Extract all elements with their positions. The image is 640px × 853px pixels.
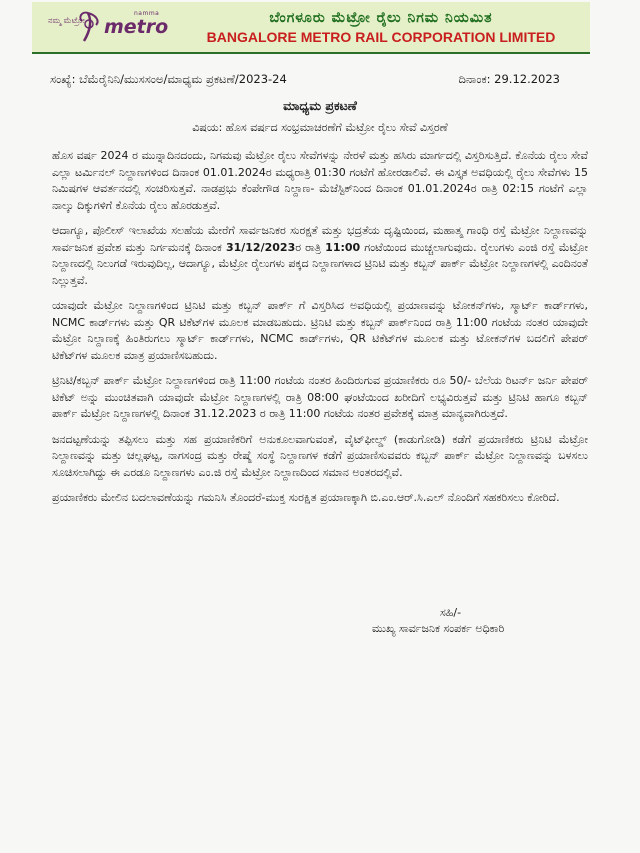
logo-kannada-text: ನಮ್ಮ ಮೆಟ್ರೋ — [48, 16, 85, 25]
letterhead — [32, 2, 590, 54]
reference-number: ಸಂಖ್ಯೆ: ಬೆಮೆರೈನಿನಿ/ಮುಸಸಂಅ/ಮಾಧ್ಯಮ ಪ್ರಕಟಣೆ/2023-24 — [50, 72, 287, 86]
reference-date: ದಿನಾಂಕ: 29.12.2023 — [458, 72, 560, 86]
paragraph-3: ಯಾವುದೇ ಮೆಟ್ರೋ ನಿಲ್ದಾಣಗಳಿಂದ ಟ್ರಿನಿಟಿ ಮತ್ತು ಕಬ್ಬನ್ ಪಾರ್ಕ್ ಗೆ ವಿಸ್ತರಿಸಿದ ಅವಧಿಯಲ್ಲಿ ಪ್ರಯಾಣವನ್ನು ಟೋಕನ್‌ಗಳು, ಸ್ಮಾರ್ಟ್ ಕಾರ್ಡ್‌ಗಳು, NCMC ಕಾರ್ಡ್‌ಗಳು ಮತ್ತು QR ಟಿಕೆಟ್‌ಗಳ ಮೂಲಕ ಮಾಡಬಹುದು. ಟ್ರಿನಿಟಿ ಮತ್ತು ಕಬ್ಬನ್ ಪಾರ್ಕ್‌ನಿಂದ ರಾತ್ರಿ 11:00 ಗಂಟೆಯ ನಂತರ ಯಾವುದೇ ಮೆಟ್ರೋ ನಿಲ್ದಾಣಕ್ಕೆ ಹಿಂತಿರುಗಲು ಸ್ಮಾರ್ಟ್ ಕಾರ್ಡ್‌ಗಳು, NCMC ಕಾರ್ಡ್‌ಗಳು, QR ಟಿಕೆಟ್‌ಗಳ ಮೂಲಕ ಮತ್ತು ಟೋಕನ್‌ಗಳ ಬದಲಿಗೆ ಪೇಪರ್ ಟಿಕೆಟ್‌ಗಳ ಮೂಲಕ ಮಾತ್ರ ಪ್ರಯಾಣಿಸಬಹುದು. — [52, 299, 588, 362]
signature: ಸಹಿ/- — [440, 606, 462, 619]
logo-namma-text: namma — [134, 10, 160, 17]
closure-time: 11:00 — [325, 240, 361, 254]
paragraph-1: ಹೊಸ ವರ್ಷ 2024 ರ ಮುನ್ನಾದಿನದಂದು, ನಿಗಮವು ಮೆಟ್ರೋ ರೈಲು ಸೇವೆಗಳನ್ನು ನೇರಳೆ ಮತ್ತು ಹಸಿರು ಮಾರ್ಗದಲ್ಲಿ ವಿಸ್ತರಿಸುತ್ತಿದೆ. ಕೊನೆಯ ರೈಲು ಸೇವೆ ಎಲ್ಲಾ ಟರ್ಮಿನಲ್ ನಿಲ್ದಾಣಗಳಿಂದ ದಿನಾಂಕ 01.01.2024ರ ಮಧ್ಯರಾತ್ರಿ 01:30 ಗಂಟೆಗೆ ಹೋರಡಾಲಿವೆ. ಈ ವಿಸ್ತೃತ ಅವಧಿಯಲ್ಲಿ ರೈಲು ಸೇವೆಗಳು 15 ನಿಮಿಷಗಳ ಆವರ್ತನದಲ್ಲಿ ಸಂಚರಿಸುತ್ತವೆ. ನಾಡಪ್ರಭು ಕೆಂಪೇಗೌಡ ನಿಲ್ದಾಣ- ಮೆಜೆಸ್ಟಿಕ್‌ನಿಂದ ದಿನಾಂಕ 01.01.2024ರ ರಾತ್ರಿ 02:15 ಗಂಟೆಗೆ ಎಲ್ಲಾ ನಾಲ್ಕು ದಿಕ್ಕುಗಳಿಗೆ ಕೊನೆಯ ರೈಲು ಹೊರಡುತ್ತವೆ. — [52, 149, 588, 212]
document-subject: ವಿಷಯ: ಹೊಸ ವರ್ಷದ ಸಂಭ್ರಮಾಚರಣೆಗೆ ಮೆಟ್ರೋ ರೈಲು ಸೇವೆ ವಿಸ್ತರಣೆ — [192, 121, 448, 134]
signatory-title: ಮುಖ್ಯ ಸಾರ್ವಜನಿಕ ಸಂಪರ್ಕ ಅಧಿಕಾರಿ — [372, 622, 505, 635]
namma-metro-logo — [32, 2, 172, 52]
paragraph-6: ಪ್ರಯಾಣಿಕರು ಮೇಲಿನ ಬದಲಾವಣೆಯನ್ನು ಗಮನಿಸಿ ತೊಂದರೆ-ಮುಕ್ತ ಸುರಕ್ಷಿತ ಪ್ರಯಾಣಕ್ಕಾಗಿ ಬಿ.ಎಂ.ಆರ್.ಸಿ.ಎಲ್ ನೊಂದಿಗೆ ಸಹಕರಿಸಲು ಕೋರಿದೆ. — [52, 491, 560, 504]
logo-metro-text: metro — [104, 16, 169, 38]
document-body — [52, 148, 588, 516]
paragraph-5: ಜನದಟ್ಟಣೆಯನ್ನು ತಪ್ಪಿಸಲು ಮತ್ತು ಸಹ ಪ್ರಯಾಣಿಕರಿಗೆ ಅನುಕೂಲವಾಗುವಂತೆ, ವೈಟ್‌ಫೀಲ್ಡ್ (ಕಾಡುಗೋಡಿ) ಕಡೆಗೆ ಪ್ರಯಾಣಿಕರು ಟ್ರಿನಿಟಿ ಮೆಟ್ರೋ ನಿಲ್ದಾಣವನ್ನು ಮತ್ತು ಚಲ್ಲಘಟ್ಟ, ನಾಗಸಂದ್ರ ಮತ್ತು ರೇಷ್ಮೆ ಸಂಸ್ಥೆ ನಿಲ್ದಾಣಗಳ ಕಡೆಗೆ ಪ್ರಯಾಣಿಸುವವರು ಕಬ್ಬನ್ ಪಾರ್ಕ್ ಮೆಟ್ರೋ ನಿಲ್ದಾಣವನ್ನು ಬಳಸಲು ಸೂಚಿಸಲಾಗಿದ್ದು ಈ ಎರಡೂ ನಿಲ್ದಾಣಗಳು ಎಂ.ಜಿ ರಸ್ತೆ ಮೆಟ್ರೋ ನಿಲ್ದಾಣದಿಂದ ಸಮಾನ ಅಂತರದಲ್ಲಿವೆ. — [52, 432, 588, 479]
organization-name — [172, 2, 590, 52]
paragraph-2-part-c: ರ ರಾತ್ರಿ — [295, 240, 326, 254]
paragraph-2-part-e: ಗಂಟೆಯಿಂದ ಮುಚ್ಚಲಾಗುವುದು. ರೈಲುಗಳು ಎಂಜಿ ರಸ್ತೆ ಮೆಟ್ರೋ ನಿಲ್ದಾಣದಲ್ಲಿ ನಿಲುಗಡೆ ಇರುವುದಿಲ್ಲ, ಆದಾಗ್ಯೂ, ಮೆಟ್ರೋ ರೈಲುಗಳು ಪಕ್ಕದ ನಿಲ್ದಾಣಗಳಾದ ಟ್ರಿನಿಟಿ ಮತ್ತು ಕಬ್ಬನ್ ಪಾರ್ಕ್ ಮೆಟ್ರೋ ನಿಲ್ದಾಣಗಳಲ್ಲಿ ಎಂದಿನಂತೆ ನಿಲ್ಲುತ್ತವೆ. — [52, 240, 588, 287]
paragraph-2 — [52, 223, 588, 289]
document-heading: ಮಾಧ್ಯಮ ಪ್ರಕಟಣೆ — [283, 98, 357, 113]
metro-flower-icon — [40, 7, 110, 47]
paragraph-4: ಟ್ರಿನಿಟಿ/ಕಬ್ಬನ್ ಪಾರ್ಕ್ ಮೆಟ್ರೋ ನಿಲ್ದಾಣಗಳಿಂದ ರಾತ್ರಿ 11:00 ಗಂಟೆಯ ನಂತರ ಹಿಂದಿರುಗುವ ಪ್ರಯಾಣಿಕರು ರೂ 50/- ಬೆಲೆಯ ರಿಟರ್ನ್ ಜರ್ನಿ ಪೇಪರ್ ಟಿಕೆಟ್ ಅನ್ನು ಮುಂಚಿತವಾಗಿ ಯಾವುದೇ ಮೆಟ್ರೋ ನಿಲ್ದಾಣಗಳಲ್ಲಿ ರಾತ್ರಿ 08:00 ಘಂಟೆಯಿಂದ ಖರೀದಿಗೆ ಲಭ್ಯವಿರುತ್ತವೆ ಮತ್ತು ಟ್ರಿನಿಟಿ ಹಾಗೂ ಕಬ್ಬನ್ ಪಾರ್ಕ್ ಮೆಟ್ರೋ ನಿಲ್ದಾಣಗಳಲ್ಲಿ ದಿನಾಂಕ 31.12.2023 ರ ರಾತ್ರಿ 11:00 ಗಂಟೆಯ ನಂತರ ಪ್ರವೇಶಕ್ಕೆ ಮಾತ್ರ ಮಾನ್ಯವಾಗಿರುತ್ತದೆ. — [52, 374, 588, 420]
english-org-title: BANGALORE METRO RAIL CORPORATION LIMITED — [206, 28, 556, 45]
kannada-org-title: ಬೆಂಗಳೂರು ಮೆಟ್ರೋ ರೈಲು ನಿಗಮ ನಿಯಮಿತ — [269, 9, 493, 26]
reference-line — [50, 72, 560, 87]
paragraph-2-part-a: ಆದಾಗ್ಯೂ, ಪೊಲೀಸ್ ಇಲಾಖೆಯ ಸಲಹೆಯ ಮೇರೆಗೆ ಸಾರ್ವಜನಿಕರ ಸುರಕ್ಷತೆ ಮತ್ತು ಭದ್ರತೆಯ ದೃಷ್ಟಿಯಿಂದ, ಮಹಾತ್ಮ ಗಾಂಧಿ ರಸ್ತೆ ಮೆಟ್ರೋ ನಿಲ್ದಾಣವನ್ನು ಸಾರ್ವಜನಿಕ ಪ್ರವೇಶ ಮತ್ತು ನಿರ್ಗಮನಕ್ಕೆ ದಿನಾಂಕ — [52, 224, 588, 254]
closure-date: 31/12/2023 — [225, 240, 296, 254]
